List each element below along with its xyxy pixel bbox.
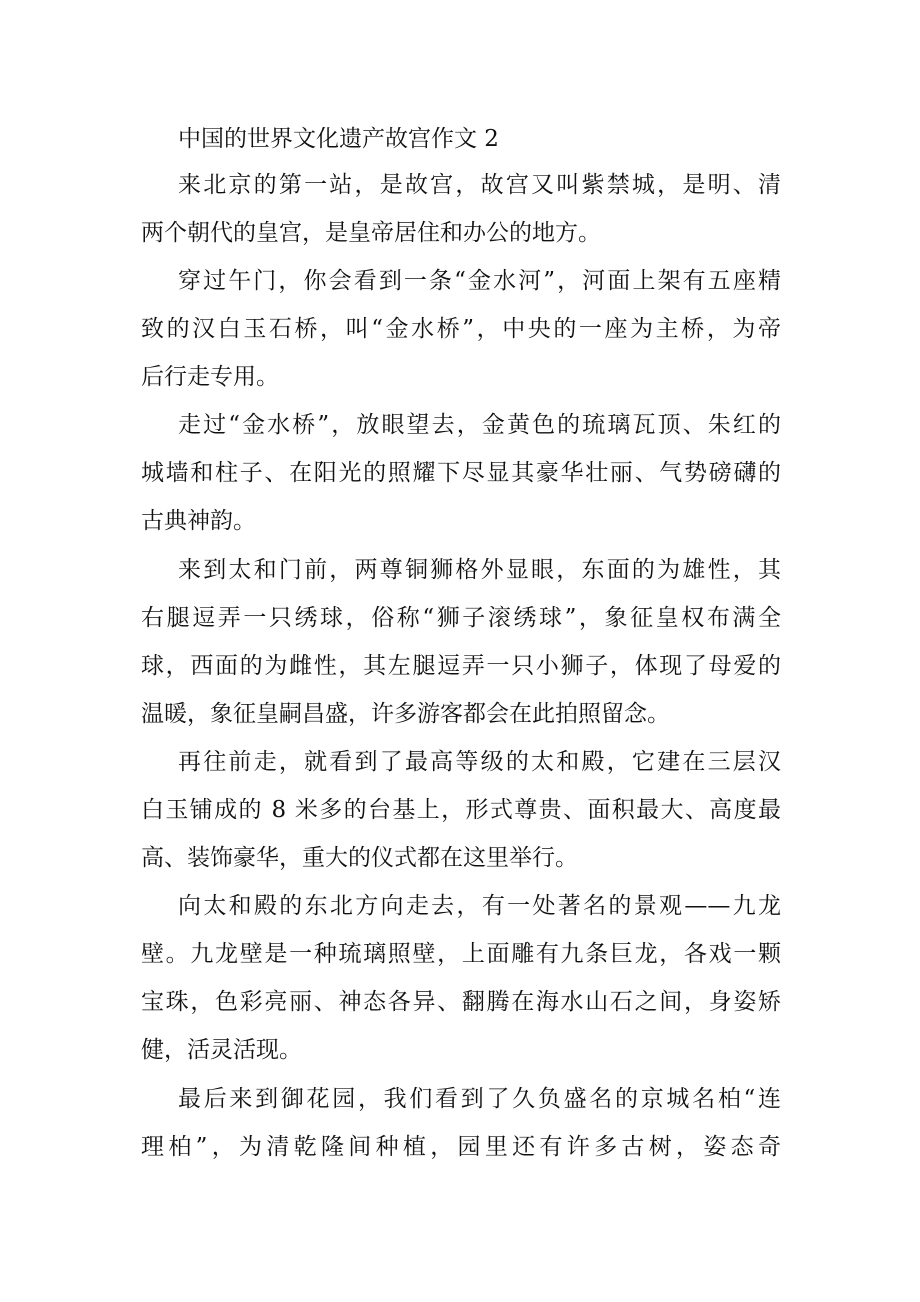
text-line: 壁。九龙壁是一种琉璃照壁，上面雕有九条巨龙，各戏一颗 [141,941,781,967]
text-line: 两个朝代的皇宫，是皇帝居住和办公的地方。 [141,220,601,246]
text-line: 健，活灵活现。 [141,1037,302,1063]
text-line: 后行走专用。 [141,364,279,390]
text-line: 古典神韵。 [141,508,256,534]
text-line: 再往前走，就看到了最高等级的太和殿，它建在三层汉 [178,749,781,775]
text-line: 右腿逗弄一只绣球，俗称“狮子滚绣球”，象征皇权布满全 [141,605,781,631]
text-line: 高、装饰豪华，重大的仪式都在这里举行。 [141,845,578,871]
document-title: 中国的世界文化遗产故宫作文 2 [178,126,499,152]
text-line: 来北京的第一站，是故宫，故宫又叫紫禁城，是明、清 [178,172,781,198]
text-line: 温暖，象征皇嗣昌盛，许多游客都会在此拍照留念。 [141,701,670,727]
text-line: 走过“金水桥”，放眼望去，金黄色的琉璃瓦顶、朱红的 [178,412,781,438]
text-line: 最后来到御花园，我们看到了久负盛名的京城名柏“连 [178,1086,781,1112]
text-line: 来到太和门前，两尊铜狮格外显眼，东面的为雄性，其 [178,557,781,583]
text-line: 城墙和柱子、在阳光的照耀下尽显其豪华壮丽、气势磅礴的 [141,460,781,486]
text-line: 球，西面的为雌性，其左腿逗弄一只小狮子，体现了母爱的 [141,653,781,679]
text-line: 白玉铺成的 8 米多的台基上，形式尊贵、面积最大、高度最 [141,797,781,823]
text-line: 向太和殿的东北方向走去，有一处著名的景观——九龙 [178,893,781,919]
text-line: 致的汉白玉石桥，叫“金水桥”，中央的一座为主桥，为帝 [141,316,781,342]
text-line: 穿过午门，你会看到一条“金水河”，河面上架有五座精 [178,268,781,294]
text-line: 理柏”，为清乾隆间种植，园里还有许多古树，姿态奇 [141,1134,781,1160]
text-line: 宝珠，色彩亮丽、神态各异、翻腾在海水山石之间，身姿矫 [141,989,781,1015]
